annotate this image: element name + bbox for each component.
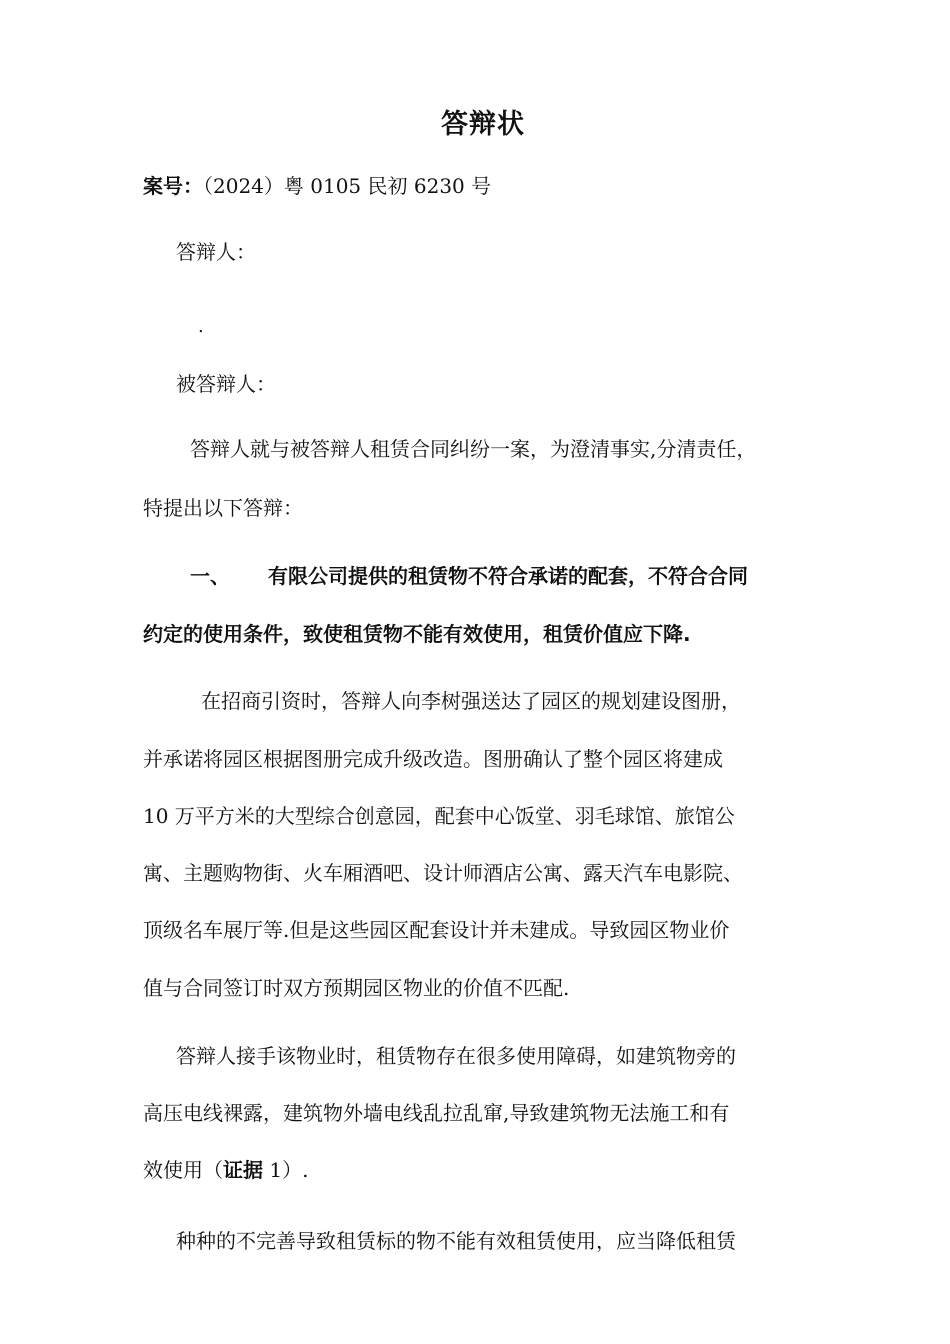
paragraph-3-line-1: 种种的不完善导致租赁标的物不能有效租赁使用，应当降低租赁 — [176, 1229, 736, 1253]
section-1-heading-line-2: 约定的使用条件，致使租赁物不能有效使用，租赁价值应下降. — [143, 622, 691, 646]
respondent-placeholder: . — [198, 316, 204, 337]
intro-line-2: 特提出以下答辩： — [143, 496, 303, 520]
section-1-heading-line-1: 有限公司提供的租赁物不符合承诺的配套，不符合合同 — [268, 564, 748, 588]
paragraph-2-line-3 — [143, 1156, 308, 1184]
evidence-reference-label: 证据 — [223, 1158, 263, 1182]
paragraph-1-line-4: 寓、主题购物街、火车厢酒吧、设计师酒店公寓、露天汽车电影院、 — [143, 861, 743, 885]
paragraph-1-line-2: 并承诺将园区根据图册完成升级改造。图册确认了整个园区将建成 — [143, 747, 723, 771]
case-number-value: （2024）粤 0105 民初 6230 号 — [203, 174, 492, 198]
case-number-label: 案号： — [143, 174, 203, 198]
paragraph-1-line-5: 顶级名车展厅等.但是这些园区配套设计并未建成。导致园区物业价 — [143, 918, 730, 942]
paragraph-1-line-1: 在招商引资时，答辩人向李树强送达了园区的规划建设图册， — [201, 689, 741, 713]
paragraph-1-line-6: 值与合同签订时双方预期园区物业的价值不匹配. — [143, 976, 570, 1000]
case-number-line — [143, 172, 491, 200]
evidence-reference-number: 1）. — [263, 1158, 309, 1182]
respondent-label: 答辩人： — [176, 240, 256, 264]
paragraph-2-line-1: 答辩人接手该物业时，租赁物存在很多使用障碍，如建筑物旁的 — [176, 1044, 736, 1068]
intro-line-1: 答辩人就与被答辩人租赁合同纠纷一案，为澄清事实,分清责任， — [190, 437, 757, 461]
paragraph-1-line-3: 10 万平方米的大型综合创意园，配套中心饭堂、羽毛球馆、旅馆公 — [143, 804, 735, 828]
paragraph-2-line-2: 高压电线裸露，建筑物外墙电线乱拉乱窜,导致建筑物无法施工和有 — [143, 1101, 730, 1125]
claimant-label: 被答辩人： — [176, 372, 276, 396]
document-title: 答辩状 — [441, 109, 525, 140]
paragraph-2-line-3-text: 效使用（ — [143, 1158, 223, 1182]
section-1-number: 一、 — [190, 564, 230, 588]
